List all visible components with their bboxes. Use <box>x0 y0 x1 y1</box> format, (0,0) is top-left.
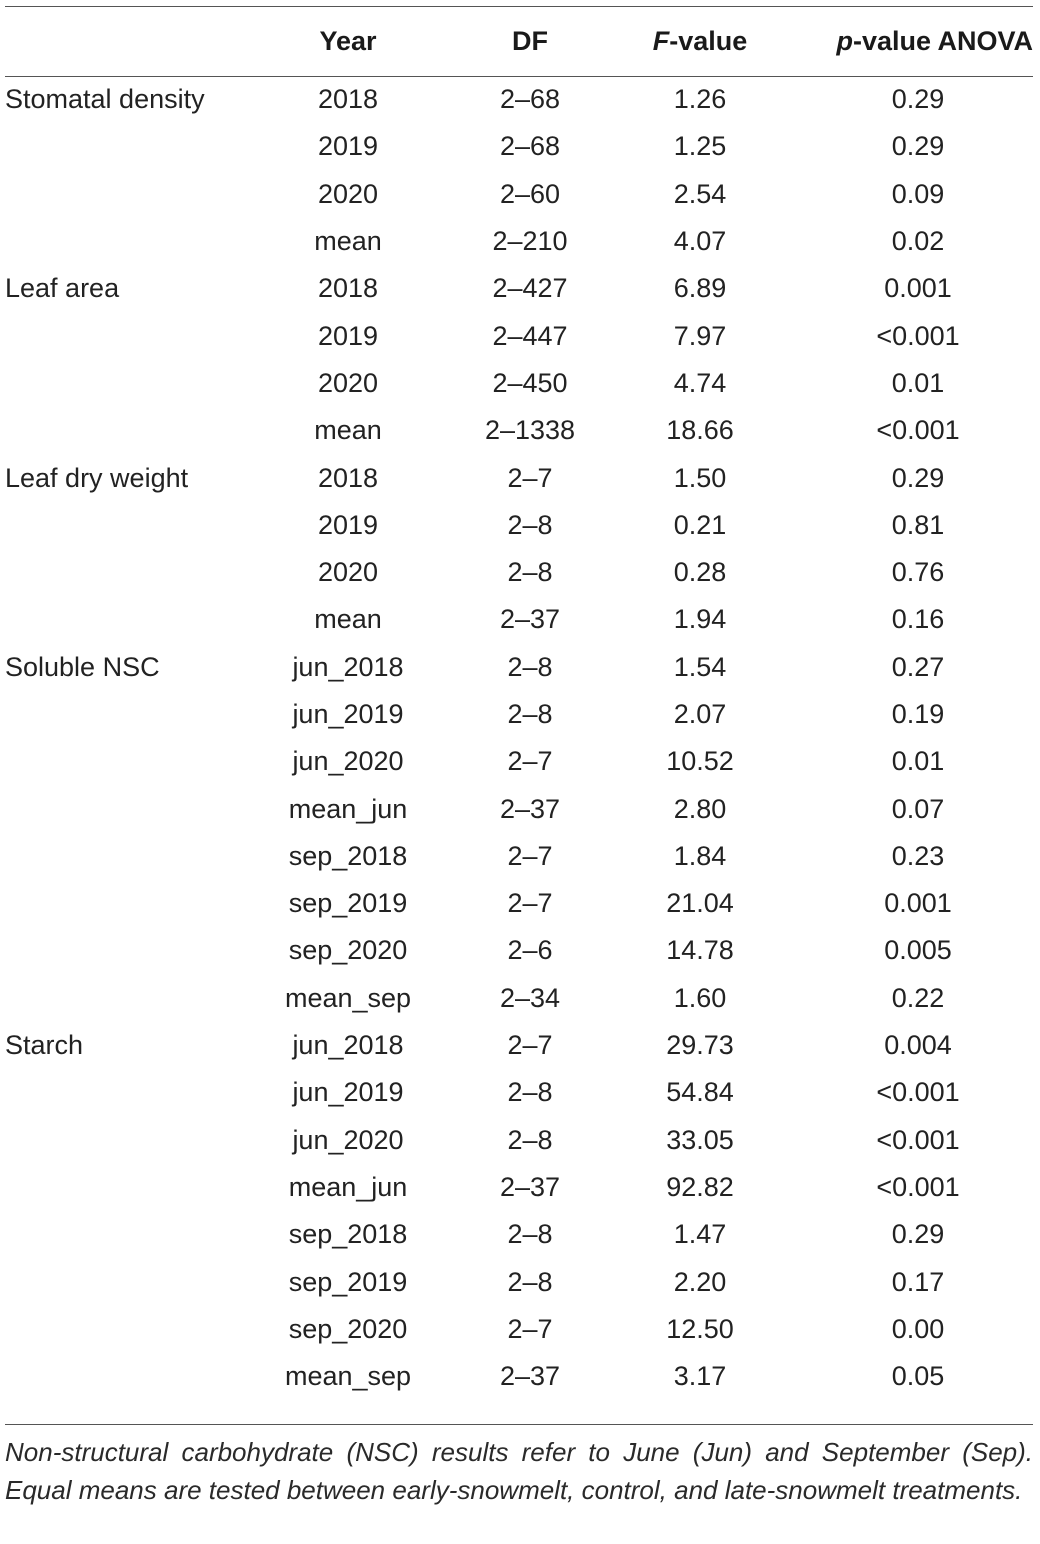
cell-f-value: 14.78 <box>666 935 734 966</box>
cell-f-value: 1.94 <box>673 604 727 635</box>
cell-year: 2019 <box>317 320 379 351</box>
cell-df: 2–7 <box>507 1030 553 1061</box>
cell-p-value: 0.01 <box>891 746 945 777</box>
cell-df: 2–8 <box>507 699 553 729</box>
cell-variable <box>5 596 233 643</box>
header-year: Year <box>319 25 377 56</box>
cell-variable <box>5 407 233 454</box>
header-p-value <box>803 6 1033 76</box>
table-row <box>5 644 1033 691</box>
cell-df: 2–37 <box>499 1361 561 1392</box>
cell-p-value: 0.01 <box>891 367 945 398</box>
cell-df: 2–8 <box>507 1219 553 1250</box>
cell-f-value: 2.54 <box>673 178 727 209</box>
cell-f-value: 92.82 <box>666 1171 734 1202</box>
cell-df: 2–8 <box>507 557 553 588</box>
cell-year: jun_2018 <box>292 1030 404 1061</box>
cell-variable <box>5 312 233 359</box>
table-row <box>5 880 1033 927</box>
table-row <box>5 1022 1033 1069</box>
cell-year: 2018 <box>317 462 379 493</box>
cell-p-value: 0.17 <box>891 1266 945 1297</box>
cell-f-value: 1.26 <box>673 84 727 115</box>
cell-year: 2019 <box>317 131 379 162</box>
header-p-symbol: p <box>836 25 853 56</box>
cell-df: 2–8 <box>507 1124 553 1155</box>
cell-variable <box>5 785 233 832</box>
cell-df: 2–8 <box>507 509 553 540</box>
cell-p-value: 0.005 <box>884 935 952 966</box>
table-row <box>5 975 1033 1022</box>
table-row <box>5 549 1033 596</box>
cell-f-value: 6.89 <box>673 273 727 304</box>
table-row <box>5 596 1033 643</box>
cell-p-value: 0.001 <box>884 273 952 304</box>
cell-p-value: 0.23 <box>891 840 945 871</box>
cell-year: sep_2018 <box>288 1219 408 1250</box>
cell-year: 2018 <box>317 84 379 115</box>
cell-p-value: <0.001 <box>876 320 960 351</box>
cell-f-value: 0.28 <box>673 557 727 588</box>
bottom-rule <box>5 1424 1033 1425</box>
cell-year: mean_sep <box>284 982 412 1013</box>
cell-variable <box>5 833 233 880</box>
cell-variable: Leaf area <box>5 273 120 304</box>
cell-p-value: 0.27 <box>891 651 945 682</box>
cell-f-value: 10.52 <box>666 746 734 777</box>
cell-year: 2020 <box>317 178 379 209</box>
cell-p-value: 0.29 <box>891 84 945 115</box>
cell-variable <box>5 1353 233 1400</box>
cell-year: sep_2019 <box>288 888 408 919</box>
cell-variable <box>5 1211 233 1258</box>
cell-year: jun_2019 <box>292 699 404 729</box>
cell-p-value: 0.19 <box>891 699 945 729</box>
cell-p-value: 0.05 <box>891 1361 945 1392</box>
cell-df: 2–8 <box>507 1077 553 1108</box>
cell-variable <box>5 927 233 974</box>
cell-variable <box>5 171 233 218</box>
cell-year: mean_jun <box>288 1171 408 1202</box>
cell-df: 2–447 <box>492 320 568 351</box>
cell-df: 2–450 <box>492 367 568 398</box>
table-row <box>5 76 1033 123</box>
cell-p-value: 0.02 <box>891 226 945 257</box>
cell-f-value: 4.07 <box>673 226 727 257</box>
cell-f-value: 33.05 <box>666 1124 734 1155</box>
cell-year: mean <box>314 415 382 446</box>
cell-df: 2–60 <box>499 178 561 209</box>
cell-df: 2–7 <box>507 1313 553 1344</box>
cell-variable <box>5 218 233 265</box>
table-row <box>5 833 1033 880</box>
cell-df: 2–68 <box>499 131 561 162</box>
header-f-value <box>597 6 803 76</box>
cell-year: jun_2018 <box>292 651 404 682</box>
cell-variable <box>5 502 233 549</box>
table-row <box>5 1258 1033 1305</box>
cell-df: 2–210 <box>492 226 568 257</box>
cell-f-value: 1.50 <box>673 462 727 493</box>
table-row <box>5 1306 1033 1353</box>
cell-f-value: 1.60 <box>673 982 727 1013</box>
cell-f-value: 2.80 <box>673 793 727 824</box>
cell-variable: Stomatal density <box>5 84 205 115</box>
header-variable <box>5 6 233 76</box>
cell-year: sep_2020 <box>288 935 408 966</box>
cell-variable: Starch <box>5 1030 84 1061</box>
table-row <box>5 171 1033 218</box>
cell-df: 2–7 <box>507 462 553 493</box>
cell-variable <box>5 549 233 596</box>
header-p-suffix: -value ANOVA <box>852 25 1033 56</box>
cell-f-value: 29.73 <box>666 1030 734 1061</box>
table-row <box>5 454 1033 501</box>
cell-f-value: 1.25 <box>673 131 727 162</box>
table-row <box>5 1164 1033 1211</box>
cell-f-value: 21.04 <box>666 888 734 919</box>
cell-p-value: 0.001 <box>884 888 952 919</box>
table-row <box>5 123 1033 170</box>
cell-variable <box>5 880 233 927</box>
table-row <box>5 407 1033 454</box>
table-row <box>5 218 1033 265</box>
cell-df: 2–37 <box>499 1171 561 1202</box>
cell-variable <box>5 1164 233 1211</box>
cell-year: 2019 <box>317 509 379 540</box>
cell-p-value: <0.001 <box>876 1171 960 1202</box>
cell-year: sep_2020 <box>288 1313 408 1344</box>
cell-f-value: 1.47 <box>673 1219 727 1250</box>
cell-df: 2–8 <box>507 1266 553 1297</box>
table-row <box>5 1211 1033 1258</box>
cell-p-value: <0.001 <box>876 1077 960 1108</box>
header-row <box>5 6 1033 76</box>
cell-df: 2–68 <box>499 84 561 115</box>
header-df: DF <box>512 25 548 56</box>
cell-df: 2–1338 <box>484 415 576 446</box>
cell-year: jun_2020 <box>292 1124 404 1155</box>
cell-p-value: 0.29 <box>891 1219 945 1250</box>
cell-year: mean_sep <box>284 1361 412 1392</box>
cell-p-value: 0.09 <box>891 178 945 209</box>
table-body <box>5 76 1033 1400</box>
cell-f-value: 3.17 <box>673 1361 727 1392</box>
cell-p-value: 0.07 <box>891 793 945 824</box>
cell-p-value: 0.29 <box>891 462 945 493</box>
table-footnote: Non-structural carbohydrate (NSC) results refer to June (Jun) and September (Sep). Equal means are tested between early-snowmelt, control, and late-snowmelt treatments. <box>5 1437 1033 1505</box>
cell-variable <box>5 1117 233 1164</box>
cell-f-value: 12.50 <box>666 1313 734 1344</box>
cell-year: jun_2019 <box>292 1077 404 1108</box>
table-row <box>5 691 1033 738</box>
cell-variable <box>5 738 233 785</box>
cell-p-value: 0.16 <box>891 604 945 635</box>
cell-p-value: 0.004 <box>884 1030 952 1061</box>
cell-p-value: 0.22 <box>891 982 945 1013</box>
cell-variable <box>5 691 233 738</box>
cell-year: 2020 <box>317 557 379 588</box>
cell-f-value: 1.54 <box>673 651 727 682</box>
cell-variable <box>5 123 233 170</box>
cell-df: 2–7 <box>507 746 553 777</box>
cell-year: mean_jun <box>288 793 408 824</box>
cell-year: mean <box>314 604 382 635</box>
header-f-suffix: -value <box>669 25 748 56</box>
cell-year: 2018 <box>317 273 379 304</box>
table-row <box>5 1353 1033 1400</box>
cell-year: 2020 <box>317 367 379 398</box>
cell-f-value: 4.74 <box>673 367 727 398</box>
cell-df: 2–37 <box>499 793 561 824</box>
cell-df: 2–34 <box>499 982 561 1013</box>
cell-df: 2–427 <box>492 273 568 304</box>
cell-df: 2–7 <box>507 888 553 919</box>
cell-variable: Soluble NSC <box>5 651 160 682</box>
cell-f-value: 2.07 <box>673 699 727 729</box>
cell-df: 2–8 <box>507 651 553 682</box>
cell-p-value: <0.001 <box>876 415 960 446</box>
cell-f-value: 18.66 <box>666 415 734 446</box>
cell-f-value: 2.20 <box>673 1266 727 1297</box>
cell-p-value: 0.76 <box>891 557 945 588</box>
table-row <box>5 1117 1033 1164</box>
table-row <box>5 927 1033 974</box>
cell-variable: Leaf dry weight <box>5 462 189 493</box>
table-row <box>5 785 1033 832</box>
table-row <box>5 312 1033 359</box>
cell-f-value: 7.97 <box>673 320 727 351</box>
cell-df: 2–7 <box>507 840 553 871</box>
cell-f-value: 54.84 <box>666 1077 734 1108</box>
cell-variable <box>5 1069 233 1116</box>
cell-variable <box>5 360 233 407</box>
cell-f-value: 1.84 <box>673 840 727 871</box>
cell-variable <box>5 1306 233 1353</box>
cell-year: jun_2020 <box>292 746 404 777</box>
table-row <box>5 1069 1033 1116</box>
cell-df: 2–6 <box>507 935 553 966</box>
cell-year: sep_2019 <box>288 1266 408 1297</box>
cell-df: 2–37 <box>499 604 561 635</box>
cell-p-value: 0.00 <box>891 1313 945 1344</box>
header-f-symbol: F <box>652 25 670 56</box>
cell-year: mean <box>314 226 382 257</box>
cell-p-value: 0.81 <box>891 509 945 540</box>
cell-f-value: 0.21 <box>673 509 727 540</box>
table-row <box>5 360 1033 407</box>
cell-variable <box>5 1258 233 1305</box>
cell-variable <box>5 975 233 1022</box>
cell-p-value: 0.29 <box>891 131 945 162</box>
table-row <box>5 738 1033 785</box>
cell-p-value: <0.001 <box>876 1124 960 1155</box>
table-row <box>5 265 1033 312</box>
cell-year: sep_2018 <box>288 840 408 871</box>
anova-table <box>5 6 1033 1400</box>
table-row <box>5 502 1033 549</box>
